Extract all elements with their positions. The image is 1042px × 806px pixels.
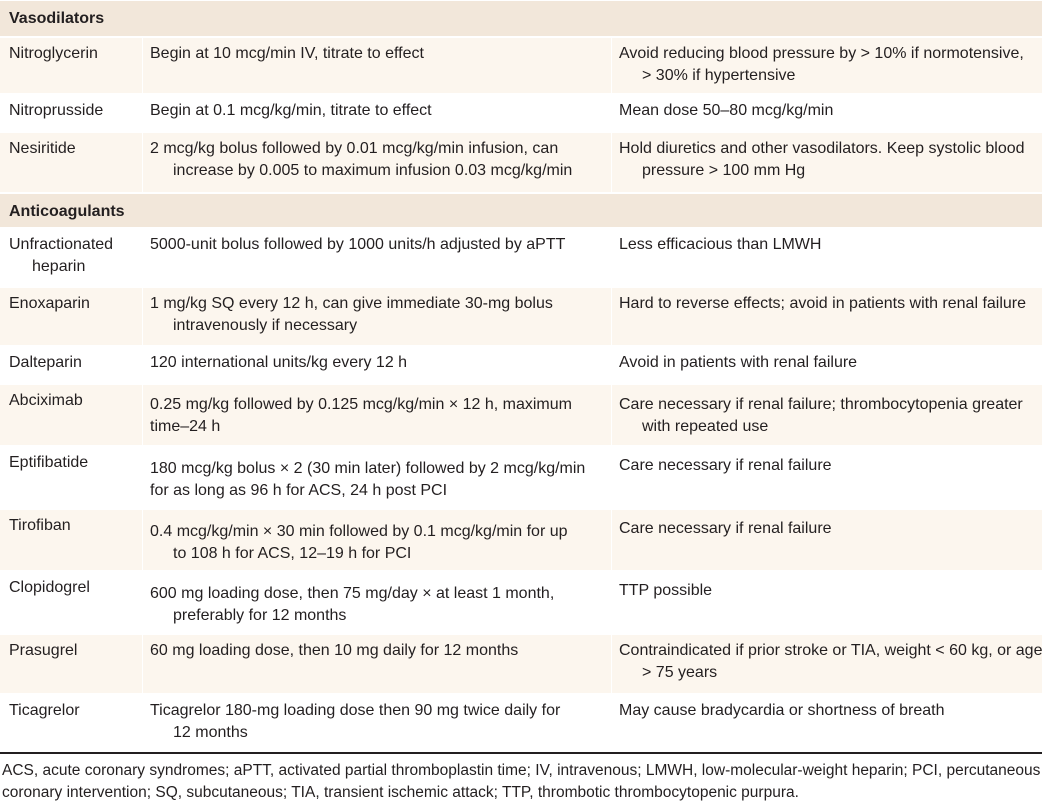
table-row	[0, 94, 1042, 132]
table-footnote: ACS, acute coronary syndromes; aPTT, activated partial thromboplastin time; IV, intravenous; LMWH, low-molecular-weight heparin; PCI, percutaneous coronary intervention; SQ, subcutaneous; TIA, transient ischemic attack; TTP, thrombotic thrombocytopenic purpura.	[2, 762, 1041, 801]
row-separator	[0, 131, 1042, 133]
dosage: 2 mcg/kg bolus followed by 0.01 mcg/kg/min infusion, can increase by 0.005 to maximum infusion 0.03 mcg/kg/min	[150, 140, 573, 179]
notes: Mean dose 50–80 mcg/kg/min	[619, 102, 834, 119]
row-separator	[0, 693, 1042, 695]
table-row	[0, 132, 1042, 193]
drug-name: Tirofiban	[9, 517, 71, 534]
table-row	[0, 509, 1042, 571]
section-title: Anticoagulants	[9, 203, 125, 220]
row-separator	[0, 445, 1042, 447]
dosage: Begin at 0.1 mcg/kg/min, titrate to effect	[150, 102, 432, 119]
drug-name: Clopidogrel	[9, 579, 90, 596]
column-divider	[142, 634, 143, 694]
table-row	[0, 634, 1042, 694]
row-separator	[0, 345, 1042, 347]
column-divider	[611, 384, 612, 446]
dosage: 600 mg loading dose, then 75 mg/day × at least 1 month, preferably for 12 months	[150, 585, 555, 624]
row-separator	[0, 286, 1042, 288]
drug-name: Ticagrelor	[9, 702, 80, 719]
row-separator	[0, 570, 1042, 572]
column-divider	[611, 634, 612, 694]
row-separator	[0, 192, 1042, 194]
dosage: 120 international units/kg every 12 h	[150, 354, 408, 371]
dosage: 0.25 mg/kg followed by 0.125 mcg/kg/min × 12 h, maximum time–24 h	[150, 396, 572, 435]
drug-name: Eptifibatide	[9, 454, 89, 471]
table-row	[0, 694, 1042, 752]
notes: Care necessary if renal failure	[619, 520, 832, 537]
drug-name: Abciximab	[9, 392, 83, 409]
table-row	[0, 346, 1042, 384]
row-separator	[0, 633, 1042, 635]
table-row	[0, 384, 1042, 446]
column-divider	[611, 228, 612, 287]
table-bottom-rule	[0, 752, 1042, 754]
notes: TTP possible	[619, 582, 713, 599]
dosage: 1 mg/kg SQ every 12 h, can give immediate 30-mg bolus intravenously if necessary	[150, 295, 553, 334]
column-divider	[142, 287, 143, 346]
column-divider	[142, 694, 143, 752]
dosage: Ticagrelor 180-mg loading dose then 90 mg twice daily for 12 months	[150, 702, 561, 741]
column-divider	[611, 694, 612, 752]
drug-name: Dalteparin	[9, 354, 82, 371]
dosage: 180 mcg/kg bolus × 2 (30 min later) followed by 2 mcg/kg/min for as long as 96 h for ACS, 24 h post PCI	[150, 460, 586, 499]
row-separator	[0, 93, 1042, 95]
row-separator	[0, 36, 1042, 38]
dosage: 5000-unit bolus followed by 1000 units/h adjusted by aPTT	[150, 236, 566, 253]
row-separator	[0, 383, 1042, 385]
column-divider	[611, 346, 612, 384]
column-divider	[142, 509, 143, 571]
column-divider	[142, 571, 143, 634]
dosage: 0.4 mcg/kg/min × 30 min followed by 0.1 mcg/kg/min for up to 108 h for ACS, 12–19 h for PCI	[150, 523, 568, 562]
table-row	[0, 446, 1042, 509]
drug-name: Prasugrel	[9, 642, 78, 659]
row-separator	[0, 0, 1042, 1]
drug-name: Nitroglycerin	[9, 45, 98, 62]
column-divider	[611, 509, 612, 571]
section-header-vasodilators	[0, 0, 1042, 37]
drug-name: Enoxaparin	[9, 295, 90, 312]
drug-name: Nitroprusside	[9, 102, 104, 119]
column-divider	[611, 37, 612, 94]
column-divider	[142, 228, 143, 287]
notes: May cause bradycardia or shortness of breath	[619, 702, 945, 719]
table-row	[0, 228, 1042, 287]
notes: Hold diuretics and other vasodilators. Keep systolic blood pressure > 100 mm Hg	[619, 140, 1025, 179]
row-separator	[0, 227, 1042, 229]
notes: Avoid in patients with renal failure	[619, 354, 858, 371]
column-divider	[611, 287, 612, 346]
notes: Less efficacious than LMWH	[619, 236, 822, 253]
row-separator	[0, 508, 1042, 510]
column-divider	[142, 37, 143, 94]
drug-name: Unfractionated heparin	[9, 236, 114, 275]
drug-name: Nesiritide	[9, 140, 76, 157]
notes: Care necessary if renal failure	[619, 457, 832, 474]
column-divider	[142, 384, 143, 446]
column-divider	[611, 446, 612, 509]
table-row	[0, 37, 1042, 94]
column-divider	[142, 132, 143, 193]
dosage: 60 mg loading dose, then 10 mg daily for 12 months	[150, 642, 519, 659]
section-header-anticoagulants	[0, 193, 1042, 228]
notes: Avoid reducing blood pressure by > 10% if normotensive, > 30% if hypertensive	[619, 45, 1024, 84]
column-divider	[611, 132, 612, 193]
column-divider	[611, 94, 612, 132]
column-divider	[611, 571, 612, 634]
section-title: Vasodilators	[9, 10, 105, 27]
dosage: Begin at 10 mcg/min IV, titrate to effect	[150, 45, 424, 62]
column-divider	[142, 346, 143, 384]
column-divider	[142, 94, 143, 132]
notes: Contraindicated if prior stroke or TIA, weight < 60 kg, or age > 75 years	[619, 642, 1042, 681]
notes: Hard to reverse effects; avoid in patients with renal failure	[619, 295, 1027, 312]
notes: Care necessary if renal failure; thrombocytopenia greater with repeated use	[619, 396, 1023, 435]
table-row	[0, 571, 1042, 634]
column-divider	[142, 446, 143, 509]
table-row	[0, 287, 1042, 346]
